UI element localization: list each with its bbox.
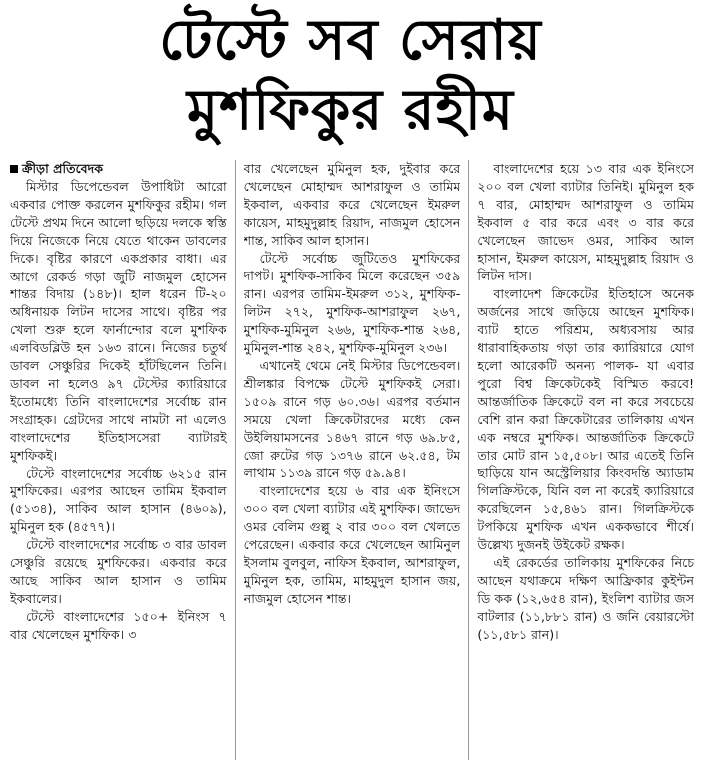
paragraph: বাংলাদেশ ক্রিকেটের ইতিহাসে অনেক অর্জনের সাথে জড়িয়ে আছেন মুশফিক। ব্যাট হাতে পরিশ্রম, অধ্যবসায় আর ধারাবাহিকতায় গড়া তার ক্যারিয়ারে যোগ হলো আরেকটি অনন্য পালক- যা এবার পুরো বিশ্ব ক্রিকেটকেই বিস্মিত করবে! আন্তর্জাতিক ক্রিকেটে বল না করে সবচেয়ে বেশি রান করা ক্রিকেটারের তালিকায় এখন এক নম্বরে মুশফিক। আন্তর্জাতিক ক্রিকেটে তার মোট রান ১৫,৫০৮। আর এতেই তিনি ছাড়িয়ে যান অস্ট্রেলিয়ার কিংবদন্তি অ্যাডাম গিলক্রিস্টকে, যিনি বল না করেই ক্যারিয়ারে করেছিলেন ১৫,৪৬১ রান। গিলক্রিস্টকে টপকিয়ে মুশফিক এখন এককভাবে শীর্ষে। উল্লেখ্য দুজনই উইকেট রক্ষক। — [477, 286, 695, 553]
paragraph: টেস্টে বাংলাদেশের ১৫০+ ইনিংস ৭ বার খেলেছেন মুশফিক। ৩ — [10, 608, 227, 642]
paragraph: মিস্টার ডিপেন্ডেবল উপাধিটা আরো একবার পোক্ত করলেন মুশফিকুর রহীম। গল টেস্টে প্রথম দিনে আলো ছড়িয়ে দলকে স্বস্তি দিয়ে নিজেকে নিয়ে যেতে থাকেন ডাবলের দিকে। বৃষ্টির কারণে একপ্রকার বাধা। এর আগে রেকর্ড গড়া জুটি নাজমুল হোসেন শান্তর বিদায় (১৪৮)। হাল ধরেন টি-২০ অধিনায়ক লিটন দাসের সাথে। বৃষ্টির পর খেলা শুরু হলে ফার্নান্দোর বলে মুশফিক এলবিডব্লিউ হন ১৬৩ রানে। নিজের চতুর্থ ডাবল সেঞ্চুরির দিকেই হাঁটছিলেন তিনি। ডাবল না হলেও ৯৭ টেস্টের ক্যারিয়ারে ইতোমধ্যে তিনি বাংলাদেশের সর্বোচ্চ রান সংগ্রাহক। গ্রেটদের সাথে নামটা না এলেও বাংলাদেশের ইতিহাসসেরা ব্যাটারই মুশফিকই। — [10, 179, 227, 463]
paragraph: বাংলাদেশের হয়ে ১৩ বার এক ইনিংসে ২০০ বল খেলা ব্যাটার তিনিই। মুমিনুল হক ৭ বার, মোহাম্মদ আশরাফুল ও তামিম ইকবাল ৫ বার করে এবং ৩ বার করে খেলেছেন জাভেদ ওমর, সাকিব আল হাসান, ইমরুল কায়েস, মাহমুদুল্লাহ রিয়াদ ও লিটন দাস। — [477, 161, 695, 284]
paragraph: এই রেকর্ডের তালিকায় মুশফিকের নিচে আছেন যথাক্রমে দক্ষিণ আফ্রিকার কুইন্টন ডি কক (১২,৬৫৪ রান), ইংলিশ ব্যাটার জস বাটলার (১১,৮৮১ রান) ও জনি বেয়ারস্টো (১১,৫৮১ রান)। — [477, 554, 695, 642]
article-column-3 — [477, 160, 694, 760]
headline-line-1: টেস্টে সব সেরায় — [159, 8, 542, 73]
article-column-2 — [244, 160, 461, 760]
paragraph: টেস্টে সর্বোচ্চ জুটিতেও মুশফিকের দাপট। মুশফিক-সাকিব মিলে করেছেন ৩৫৯ রান। এরপর তামিম-ইমরুল ৩১২, মুশফিক-লিটন ২৭২, মুশফিক-আশরাফুল ২৬৭, মুশফিক-মুমিনুল ২৬৬, মুশফিক-শান্ত ২৬৪, মুমিনুল-শান্ত ২৪২, মুশফিক-মুমিনুল ২৩৬। — [243, 250, 461, 356]
paragraph: এখানেই থেমে নেই মিস্টার ডিপেন্ডেবল। শ্রীলঙ্কার বিপক্ষে টেস্টে মুশফিকই সেরা। ১৫০৯ রানে গড় ৬০.৩৬। এরপর বর্তমান সময়ে খেলা ক্রিকেটারদের মধ্যে কেন উইলিয়ামসনের ১৪৬৭ রানে গড় ৬৯.৮৫, জো রুটের গড় ১৩৭৬ রানে ৬২.৫৪, টম লাথাম ১১৩৯ রানে গড় ৫৯.৯৪। — [243, 357, 461, 481]
paragraph: বাংলাদেশের হয়ে ৬ বার এক ইনিংসে ৩০০ বল খেলা ব্যাটার এই মুশফিক। জাভেদ ওমর বেলিম গুল্লু ২ বার ৩০০ বল খেলতে পেরেছেন। একবার করে খেলেছেন আমিনুল ইসলাম বুলবুল, নাফিস ইকবাল, আশরাফুল, মুমিনুল হক, তামিম, মাহমুদুল হাসান জয়, নাজমুল হোসেন শান্ত। — [243, 483, 461, 606]
headline — [0, 6, 701, 146]
paragraph: টেস্টে বাংলাদেশের সর্বোচ্চ ৬২১৫ রান মুশফিকের। এরপর আছেন তামিম ইকবাল (৫১৩৪), সাকিব আল হাসান (৪৬০৯), মুমিনুল হক (৪৫৭৭)। — [10, 465, 227, 535]
byline-square-icon — [10, 165, 18, 173]
byline-text: ক্রীড়া প্রতিবেদক — [22, 161, 104, 176]
headline-line-2: মুশফিকুর রহীম — [187, 78, 514, 143]
paragraph: টেস্টে বাংলাদেশের সর্বোচ্চ ৩ বার ডাবল সেঞ্চুরি রয়েছে মুশফিকের। একবার করে আছে সাকিব আল হাসান ও তামিম ইকবালের। — [10, 537, 227, 606]
column-divider — [235, 160, 236, 760]
article-body — [10, 160, 694, 760]
paragraph: বার খেলেছেন মুমিনুল হক, দুইবার করে খেলেছেন মোহাম্মদ আশরাফুল ও তামিম ইকবাল, একবার করে খেলেছেন ইমরুল কায়েস, মাহমুদুল্লাহ রিয়াদ, নাজমুল হোসেন শান্ত, সাকিব আল হাসান। — [243, 161, 461, 248]
byline — [10, 160, 227, 178]
article-column-1 — [10, 160, 227, 760]
column-divider — [468, 160, 469, 760]
